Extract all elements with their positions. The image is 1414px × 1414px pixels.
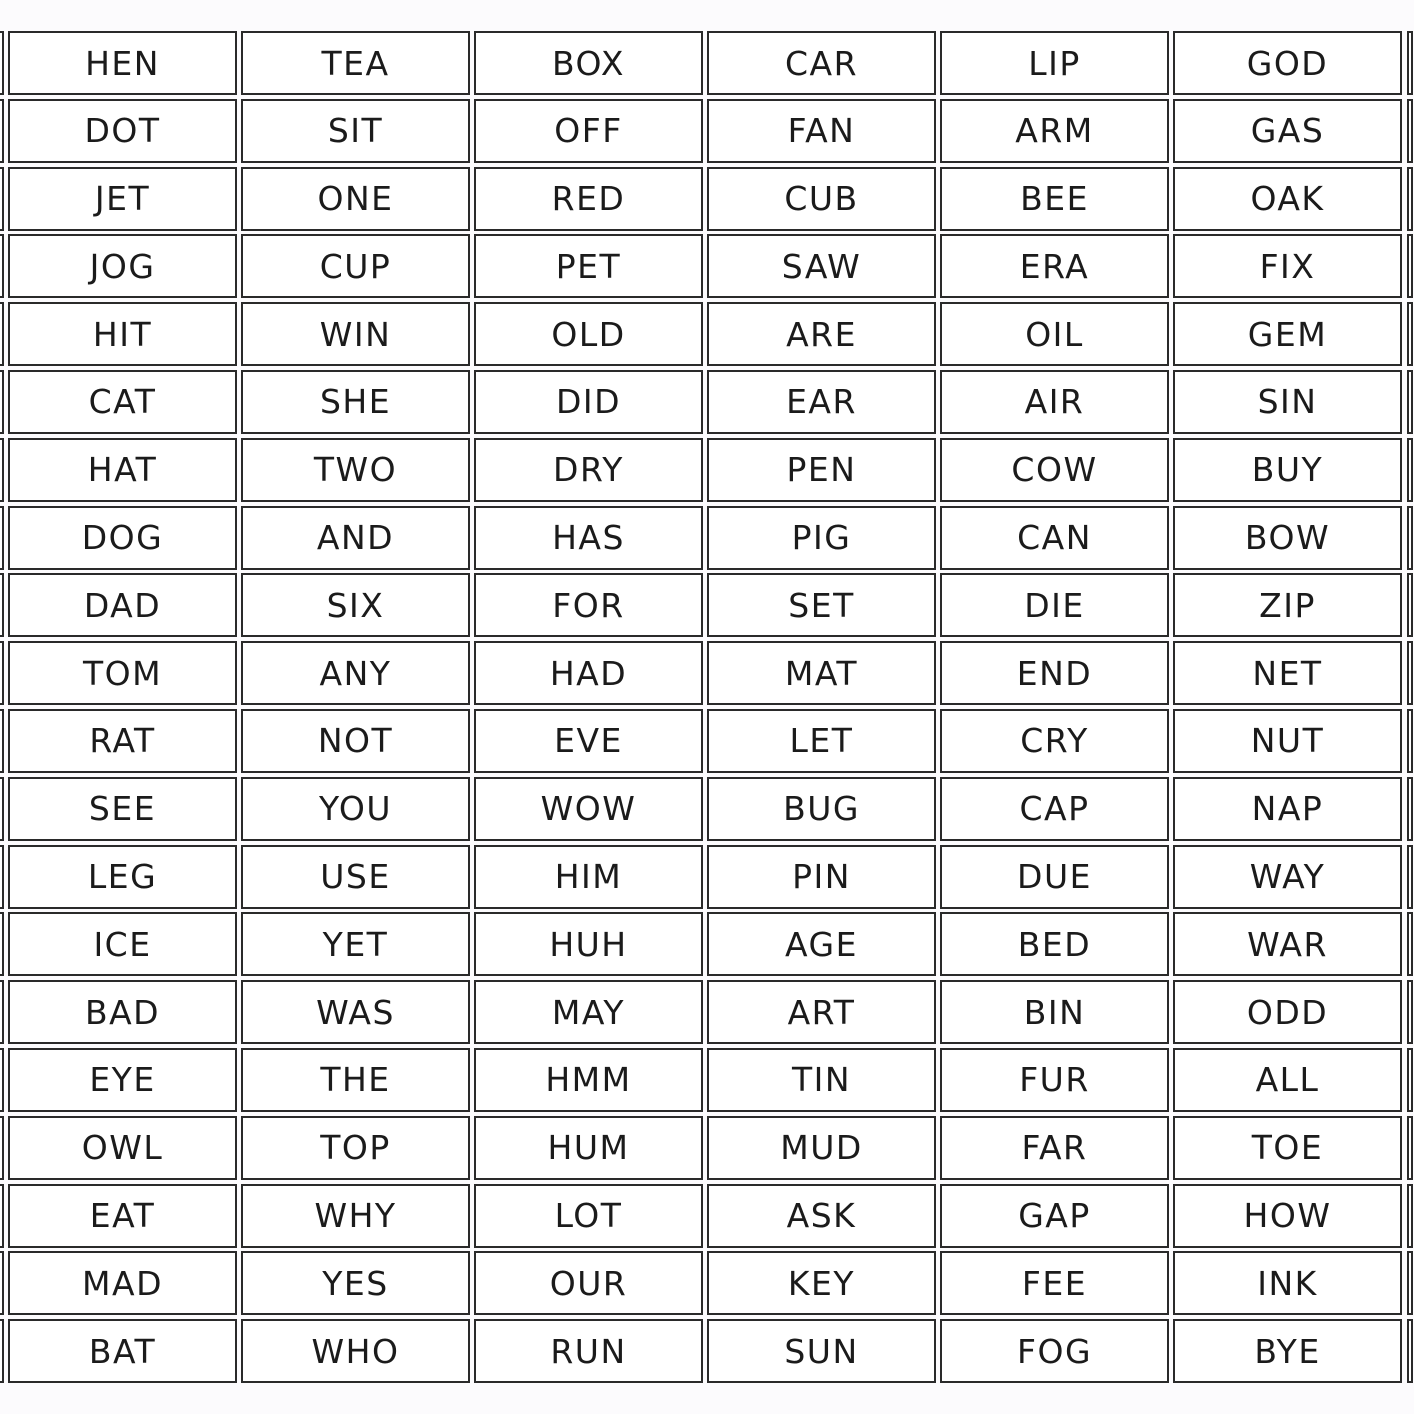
cut-off-cell [1407,167,1413,231]
cut-off-cell [0,1251,4,1315]
word-cell: WAR [1173,912,1402,976]
word-cell: HMM [474,1048,703,1112]
word-cell: RED [474,167,703,231]
word-cell: USE [241,845,470,909]
word-cell: JOG [8,234,237,298]
cut-off-cell [0,912,4,976]
word-cell: ASK [707,1184,936,1248]
word-cell: ERA [940,234,1169,298]
word-cell: GAP [940,1184,1169,1248]
word-cell: END [940,641,1169,705]
word-cell: BIN [940,980,1169,1044]
word-cell: DOG [8,506,237,570]
word-cell: HUH [474,912,703,976]
cut-off-cell [1407,302,1413,366]
word-cell: TIN [707,1048,936,1112]
word-cell: WHY [241,1184,470,1248]
cut-off-cell [1407,641,1413,705]
word-cell: CRY [940,709,1169,773]
word-cell: OAK [1173,167,1402,231]
word-cell: BEE [940,167,1169,231]
word-cell: CAP [940,777,1169,841]
word-cell: SIN [1173,370,1402,434]
word-cell: FUR [940,1048,1169,1112]
word-cell: SHE [241,370,470,434]
word-cell: CUB [707,167,936,231]
cut-off-cell [0,1048,4,1112]
left-cut-off-column [0,31,4,1383]
cut-off-cell [1407,777,1413,841]
word-cell: AIR [940,370,1169,434]
word-cell: BUG [707,777,936,841]
cut-off-cell [1407,1251,1413,1315]
word-cell: LET [707,709,936,773]
word-cell: SAW [707,234,936,298]
cut-off-cell [1407,912,1413,976]
word-cell: YES [241,1251,470,1315]
word-cell: AGE [707,912,936,976]
word-cell: TEA [241,31,470,95]
cut-off-cell [0,641,4,705]
word-cell: TWO [241,438,470,502]
word-cell: YOU [241,777,470,841]
word-cell: BED [940,912,1169,976]
word-cell: WHO [241,1319,470,1383]
word-cell: MUD [707,1116,936,1180]
word-cell: WIN [241,302,470,366]
word-cell: PEN [707,438,936,502]
word-cell: DIE [940,573,1169,637]
word-cell: BOX [474,31,703,95]
word-cell: WAY [1173,845,1402,909]
word-cell: ONE [241,167,470,231]
word-cell: DAD [8,573,237,637]
cut-off-cell [0,167,4,231]
word-cell: NAP [1173,777,1402,841]
cut-off-cell [1407,1116,1413,1180]
word-cell: ARM [940,99,1169,163]
word-cell: ART [707,980,936,1044]
word-cell: DID [474,370,703,434]
word-cell: FEE [940,1251,1169,1315]
word-cell: DOT [8,99,237,163]
cut-off-cell [1407,1184,1413,1248]
cut-off-cell [0,709,4,773]
word-cell: HIT [8,302,237,366]
cut-off-cell [1407,438,1413,502]
word-cell: EAT [8,1184,237,1248]
word-cell: LOT [474,1184,703,1248]
word-cell: MAY [474,980,703,1044]
word-cell: AND [241,506,470,570]
word-cell: PIN [707,845,936,909]
word-cell: NET [1173,641,1402,705]
cut-off-cell [1407,709,1413,773]
word-cell: KEY [707,1251,936,1315]
word-cell: EYE [8,1048,237,1112]
cut-off-cell [0,438,4,502]
cut-off-cell [0,980,4,1044]
word-cell: THE [241,1048,470,1112]
word-cell: COW [940,438,1169,502]
word-cell: HAS [474,506,703,570]
word-cell: EAR [707,370,936,434]
word-cell: CAT [8,370,237,434]
word-cell: SIX [241,573,470,637]
word-cell: ANY [241,641,470,705]
cut-off-cell [0,31,4,95]
word-cell: TOE [1173,1116,1402,1180]
word-cell: BOW [1173,506,1402,570]
word-cell: SET [707,573,936,637]
word-cell: FIX [1173,234,1402,298]
cut-off-cell [1407,1319,1413,1383]
word-cell: BAD [8,980,237,1044]
cut-off-cell [1407,31,1413,95]
word-cell: DUE [940,845,1169,909]
word-cell: FAN [707,99,936,163]
word-cell: HAT [8,438,237,502]
word-cell: TOM [8,641,237,705]
cut-off-cell [1407,99,1413,163]
word-cell: CAN [940,506,1169,570]
cut-off-cell [1407,506,1413,570]
word-cell: INK [1173,1251,1402,1315]
word-cell: RAT [8,709,237,773]
cut-off-cell [1407,845,1413,909]
word-cell: OFF [474,99,703,163]
word-cell: OWL [8,1116,237,1180]
word-cell: PIG [707,506,936,570]
word-cell: DRY [474,438,703,502]
word-cell: SEE [8,777,237,841]
word-cell: OIL [940,302,1169,366]
word-cell: CAR [707,31,936,95]
cut-off-cell [0,234,4,298]
word-cell: BUY [1173,438,1402,502]
word-cell: CUP [241,234,470,298]
word-cell: HIM [474,845,703,909]
word-cell: HAD [474,641,703,705]
word-cell: WAS [241,980,470,1044]
word-cell: RUN [474,1319,703,1383]
word-cell: BYE [1173,1319,1402,1383]
cut-off-cell [1407,234,1413,298]
cut-off-cell [0,573,4,637]
word-cell: ALL [1173,1048,1402,1112]
word-cell: GAS [1173,99,1402,163]
word-cell: WOW [474,777,703,841]
cut-off-cell [0,302,4,366]
word-cell: OUR [474,1251,703,1315]
word-cell: NOT [241,709,470,773]
word-cell: BAT [8,1319,237,1383]
cut-off-cell [1407,980,1413,1044]
cut-off-cell [0,845,4,909]
right-cut-off-column [1407,31,1413,1383]
cut-off-cell [0,1319,4,1383]
word-cell: LIP [940,31,1169,95]
word-cell: ICE [8,912,237,976]
word-cell: MAD [8,1251,237,1315]
word-cell: ODD [1173,980,1402,1044]
word-cell: GEM [1173,302,1402,366]
word-cell: HEN [8,31,237,95]
word-cell: ZIP [1173,573,1402,637]
word-cell: PET [474,234,703,298]
cut-off-cell [0,1116,4,1180]
word-cell: FOG [940,1319,1169,1383]
word-cell: MAT [707,641,936,705]
word-cell: FAR [940,1116,1169,1180]
cut-off-cell [0,777,4,841]
cut-off-cell [0,1184,4,1248]
word-grid [8,31,1402,1383]
word-cell: YET [241,912,470,976]
word-cell: SIT [241,99,470,163]
word-cell: FOR [474,573,703,637]
word-cell: JET [8,167,237,231]
word-cell: TOP [241,1116,470,1180]
word-cell: SUN [707,1319,936,1383]
word-cell: GOD [1173,31,1402,95]
cut-off-cell [1407,1048,1413,1112]
cut-off-cell [1407,573,1413,637]
word-cell: LEG [8,845,237,909]
word-cell: HOW [1173,1184,1402,1248]
cut-off-cell [0,506,4,570]
cut-off-cell [0,99,4,163]
word-cell: HUM [474,1116,703,1180]
word-cell: EVE [474,709,703,773]
word-cell: ARE [707,302,936,366]
word-cell: OLD [474,302,703,366]
word-cell: NUT [1173,709,1402,773]
cut-off-cell [0,370,4,434]
cut-off-cell [1407,370,1413,434]
